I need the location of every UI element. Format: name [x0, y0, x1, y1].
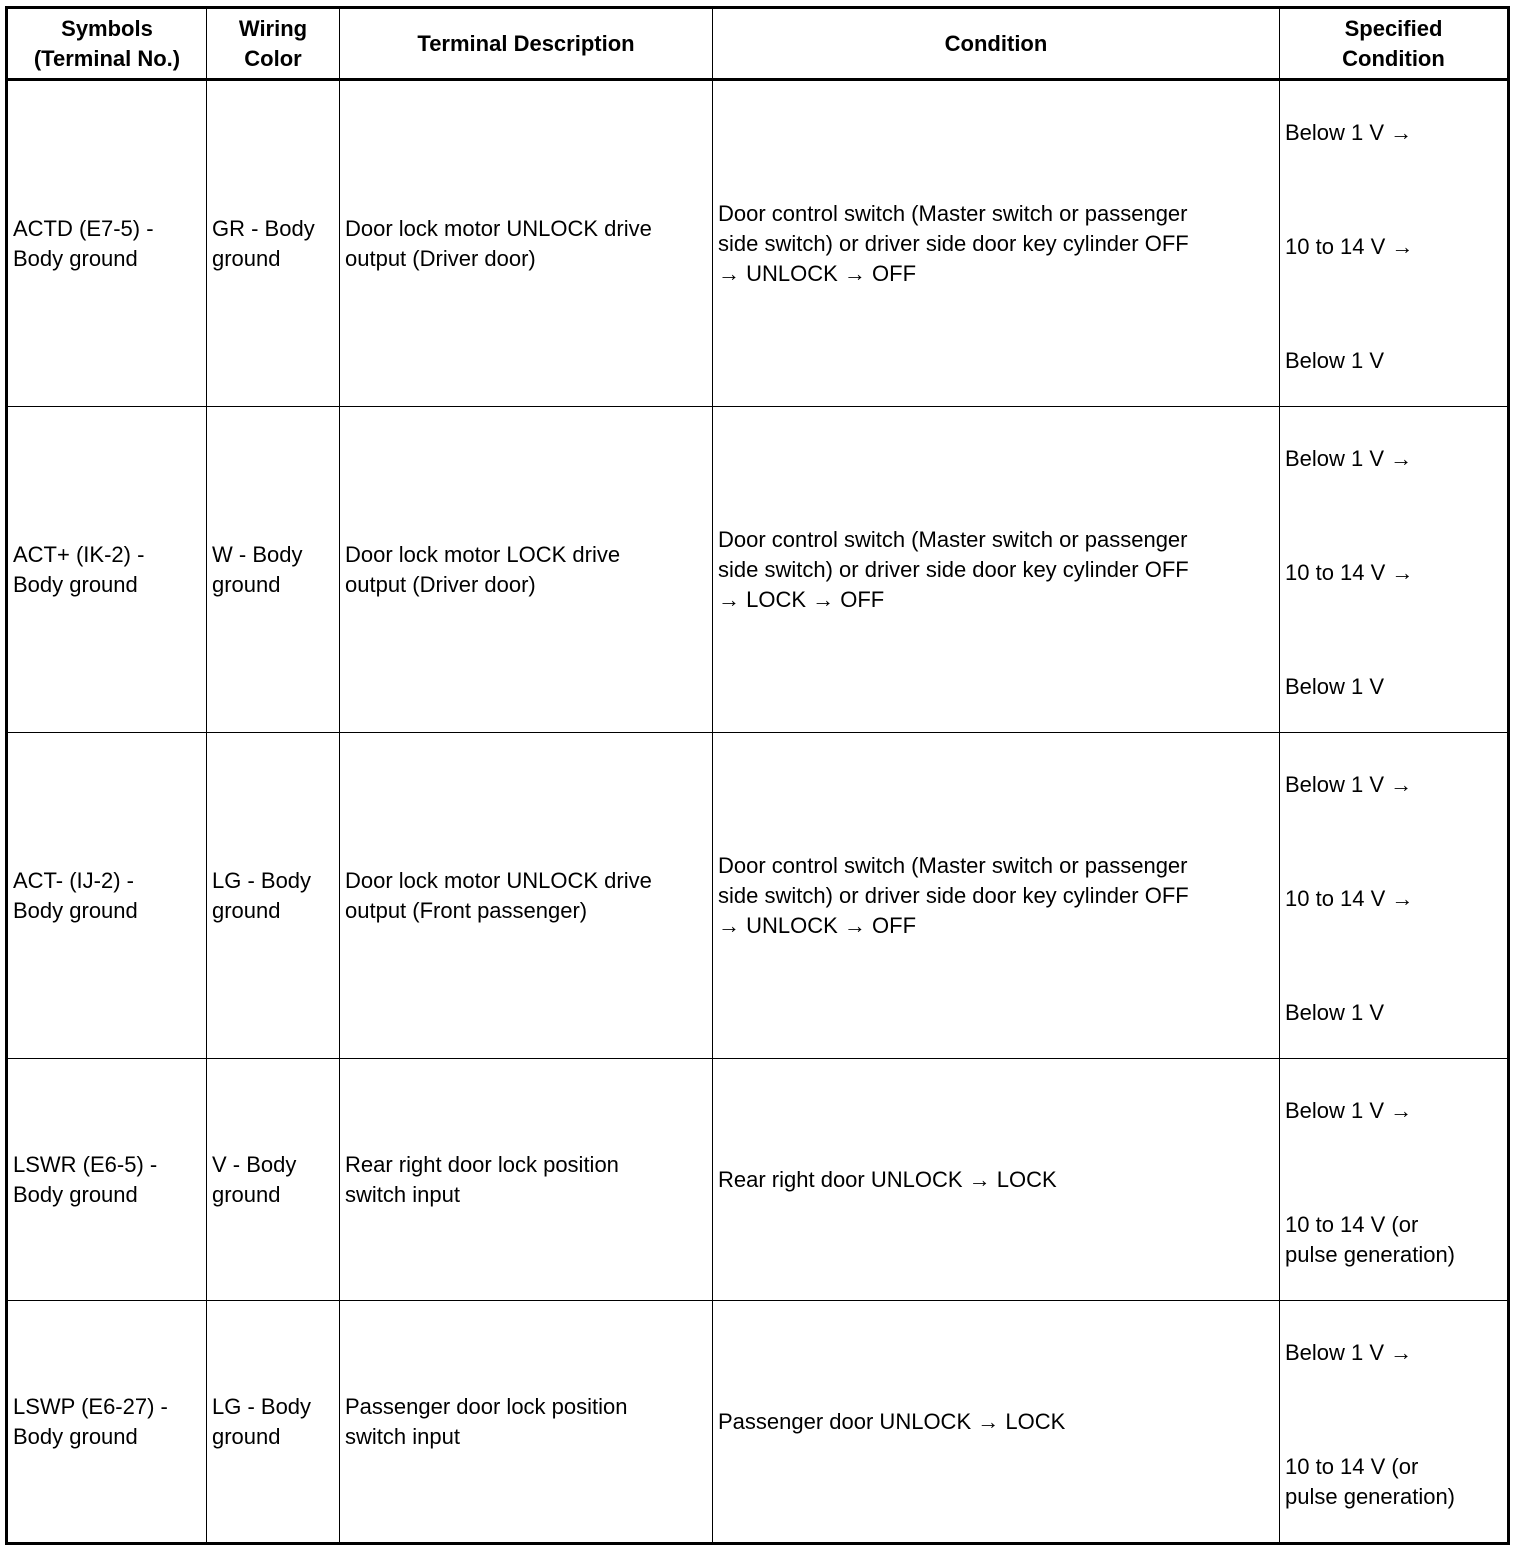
specified-condition-cell [1280, 407, 1509, 733]
condition-cell: Door control switch (Master switch or passenger side switch) or driver side door key cylinder OFF → UNLOCK → OFF [713, 733, 1280, 1059]
spec-line: 10 to 14 V (or pulse generation) [1285, 1212, 1456, 1267]
condition-cell: Door control switch (Master switch or passenger side switch) or driver side door key cylinder OFF → LOCK → OFF [713, 407, 1280, 733]
table-row [7, 733, 1509, 1059]
header-condition: Condition [713, 8, 1280, 80]
specified-condition-cell [1280, 80, 1509, 407]
header-wiring-color: Wiring Color [207, 8, 340, 80]
wiring-color-cell: LG - Body ground [207, 1301, 340, 1544]
spec-line: Below 1 V [1285, 1000, 1385, 1025]
header-specified-condition: Specified Condition [1280, 8, 1509, 80]
table-row [7, 407, 1509, 733]
symbol-cell: ACT- (IJ-2) - Body ground [7, 733, 207, 1059]
spacer [1285, 618, 1502, 642]
symbol-cell: LSWP (E6-27) - Body ground [7, 1301, 207, 1544]
spacer [1285, 504, 1502, 528]
spec-line: Below 1 V → [1285, 120, 1413, 145]
wiring-color-cell: GR - Body ground [207, 80, 340, 407]
spacer [1285, 1398, 1502, 1422]
spec-line: Below 1 V → [1285, 446, 1413, 471]
spec-line: Below 1 V [1285, 674, 1385, 699]
table-row [7, 1301, 1509, 1544]
table-row [7, 80, 1509, 407]
spacer [1285, 178, 1502, 202]
spec-line: 10 to 14 V → [1285, 886, 1414, 911]
description-cell: Rear right door lock position switch input [340, 1059, 713, 1301]
spec-line: 10 to 14 V (or pulse generation) [1285, 1454, 1456, 1509]
header-symbols: Symbols (Terminal No.) [7, 8, 207, 80]
description-cell: Door lock motor UNLOCK drive output (Driver door) [340, 80, 713, 407]
description-cell: Door lock motor UNLOCK drive output (Front passenger) [340, 733, 713, 1059]
condition-cell: Door control switch (Master switch or passenger side switch) or driver side door key cylinder OFF → UNLOCK → OFF [713, 80, 1280, 407]
terminal-spec-table [5, 6, 1510, 1545]
symbol-cell: ACT+ (IK-2) - Body ground [7, 407, 207, 733]
condition-cell: Rear right door UNLOCK → LOCK [713, 1059, 1280, 1301]
symbol-cell: LSWR (E6-5) - Body ground [7, 1059, 207, 1301]
spec-line: 10 to 14 V → [1285, 234, 1414, 259]
symbol-cell: ACTD (E7-5) - Body ground [7, 80, 207, 407]
spec-line: Below 1 V → [1285, 1340, 1413, 1365]
wiring-color-cell: V - Body ground [207, 1059, 340, 1301]
specified-condition-cell [1280, 733, 1509, 1059]
specified-condition-cell [1280, 1301, 1509, 1544]
header-row [7, 8, 1509, 80]
spec-line: 10 to 14 V → [1285, 560, 1414, 585]
wiring-color-cell: W - Body ground [207, 407, 340, 733]
spacer [1285, 944, 1502, 968]
wiring-color-cell: LG - Body ground [207, 733, 340, 1059]
spacer [1285, 1156, 1502, 1180]
specified-condition-cell [1280, 1059, 1509, 1301]
description-cell: Passenger door lock position switch input [340, 1301, 713, 1544]
spec-line: Below 1 V [1285, 348, 1385, 373]
description-cell: Door lock motor LOCK drive output (Driver door) [340, 407, 713, 733]
spec-line: Below 1 V → [1285, 1098, 1413, 1123]
spacer [1285, 830, 1502, 854]
spacer [1285, 292, 1502, 316]
table-row [7, 1059, 1509, 1301]
spec-line: Below 1 V → [1285, 772, 1413, 797]
header-terminal-description: Terminal Description [340, 8, 713, 80]
condition-cell: Passenger door UNLOCK → LOCK [713, 1301, 1280, 1544]
